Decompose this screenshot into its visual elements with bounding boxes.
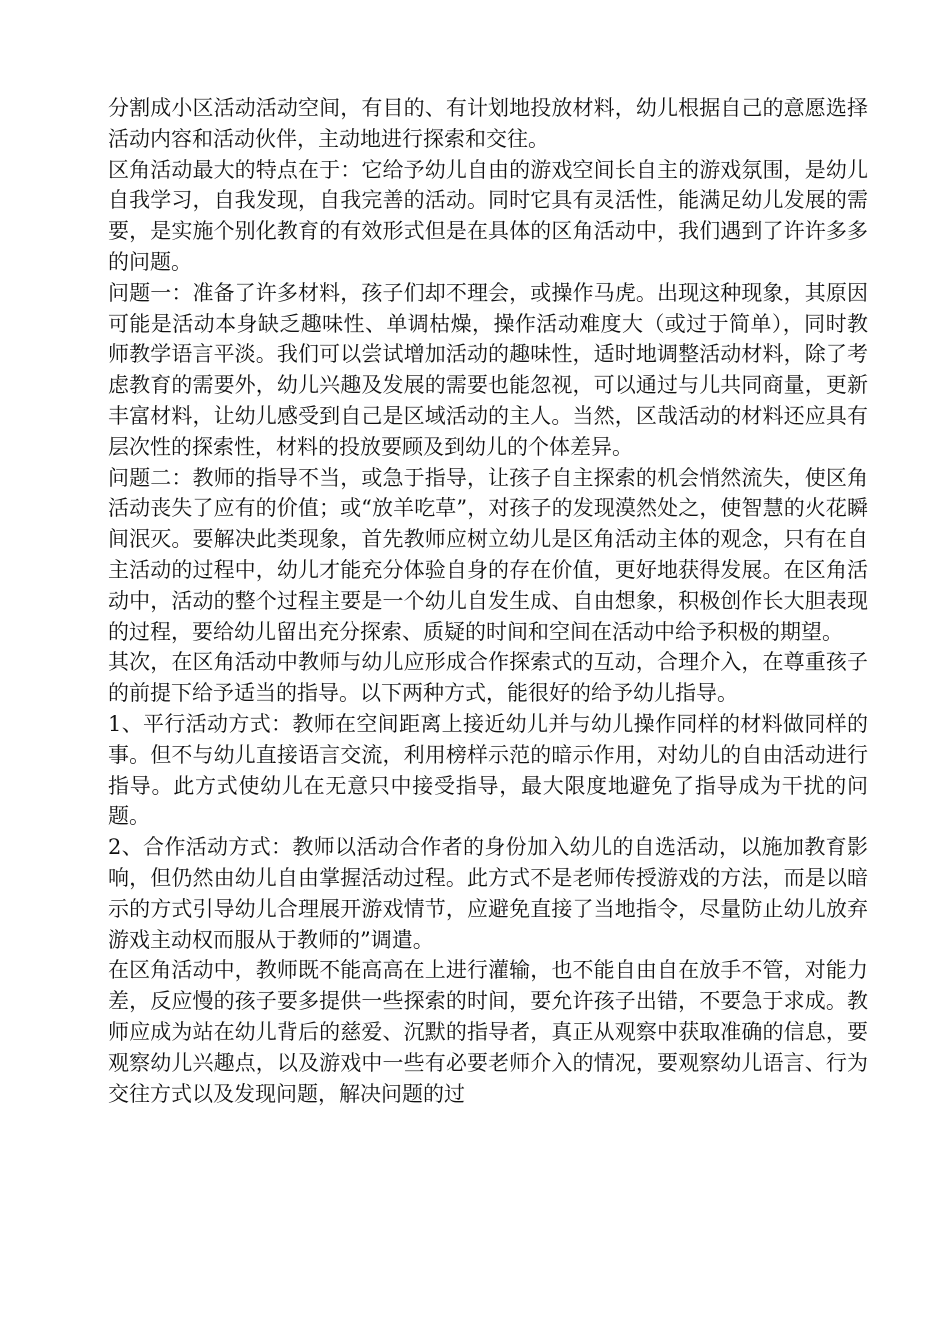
paragraph-teacher-role: 在区角活动中，教师既不能高高在上进行灌输，也不能自由自在放手不管，对能力差，反应慢的孩子要多提供一些探索的时间，要允许孩子出错，不要急于求成。教师应成为站在幼儿背后的慈爱、沉默的指导者，真正从观察中获取准确的信息，要观察幼儿兴趣点，以及游戏中一些有必要老师介入的情况，要观察幼儿语言、行为交往方式以及发现问题，解决问题的过 [108, 958, 868, 1106]
paragraph-secondly: 其次，在区角活动中教师与幼儿应形成合作探索式的互动，合理介入，在尊重孩子的前提下给予适当的指导。以下两种方式，能很好的给予幼儿指导。 [108, 650, 868, 706]
paragraph-parallel-method: 1、平行活动方式：教师在空间距离上接近幼儿并与幼儿操作同样的材料做同样的事。但不与幼儿直接语言交流，利用榜样示范的暗示作用，对幼儿的自由活动进行指导。此方式使幼儿在无意只中接受指导，最大限度地避免了指导成为干扰的问题。 [108, 711, 868, 829]
document-body [108, 93, 868, 1109]
paragraph-problem-one: 问题一：准备了许多材料，孩子们却不理会，或操作马虎。出现这种现象，其原因可能是活动本身缺乏趣味性、单调枯燥，操作活动难度大（或过于简单），同时教师教学语言平淡。我们可以尝试增加活动的趣味性，适时地调整活动材料，除了考虑教育的需要外，幼儿兴趣及发展的需要也能忽视，可以通过与儿共同商量，更新丰富材料，让幼儿感受到自己是区域活动的主人。当然，区哉活动的材料还应具有层次性的探索性，材料的投放要顾及到幼儿的个体差异。 [108, 280, 868, 459]
paragraph-problem-two: 问题二：教师的指导不当，或急于指导，让孩子自主探索的机会悄然流失，使区角活动丧失了应有的价值；或“放羊吃草”，对孩子的发现漠然处之，使智慧的火花瞬间泯灭。要解决此类现象，首先教师应树立幼儿是区角活动主体的观念，只有在自主活动的过程中，幼儿才能充分体验自身的存在价值，更好地获得发展。在区角活动中，活动的整个过程主要是一个幼儿自发生成、自由想象，积极创作长大胆表现的过程，要给幼儿留出充分探索、质疑的时间和空间在活动中给予积极的期望。 [108, 465, 868, 644]
paragraph-intro-continued: 分割成小区活动活动空间，有目的、有计划地投放材料，幼儿根据自己的意愿选择活动内容和活动伙伴，主动地进行探索和交往。 [108, 96, 868, 151]
paragraph-features: 区角活动最大的特点在于：它给予幼儿自由的游戏空间长自主的游戏氛围，是幼儿自我学习，自我发现，自我完善的活动。同时它具有灵活性，能满足幼儿发展的需要，是实施个别化教育的有效形式但是在具体的区角活动中，我们遇到了许许多多的问题。 [108, 157, 868, 274]
paragraph-cooperative-method: 2、合作活动方式：教师以活动合作者的身份加入幼儿的自选活动，以施加教育影响，但仍然由幼儿自由掌握活动过程。此方式不是老师传授游戏的方法，而是以暗示的方式引导幼儿合理展开游戏情节，应避免直接了当地指令，尽量防止幼儿放弃游戏主动权而服从于教师的”调遣。 [108, 835, 868, 952]
